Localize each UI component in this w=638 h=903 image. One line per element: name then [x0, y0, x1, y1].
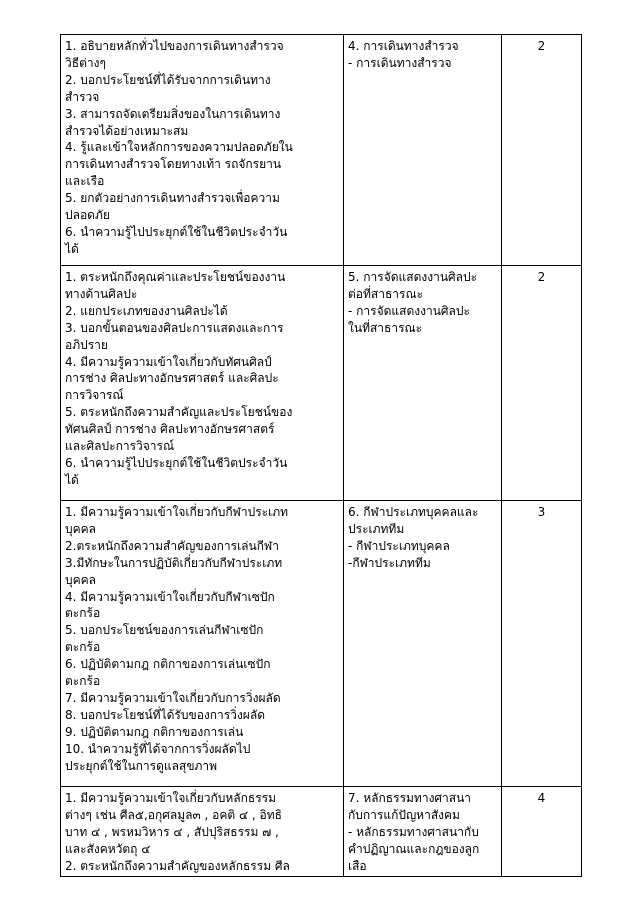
hours-cell [502, 501, 582, 787]
objective-line: 2. ตระหนักถึงความสำคัญของหลักธรรม ศีล [65, 858, 290, 873]
objective-line: 1. อธิบายหลักทั่วไปของการเดินทางสำรวจ [65, 39, 284, 53]
objective-line: ต่างๆ เช่น ศีล๕,อกุศลมูล๓ , อคติ ๔ , อิทธิ [65, 807, 282, 822]
topic-line: - หลักธรรมทางศาสนากับ [348, 824, 479, 839]
table-body [61, 35, 582, 877]
objective-line: การช่าง ศิลปะทางอักษรศาสตร์ และศิลปะ [65, 371, 279, 386]
objective-line: 4. มีความรู้ความเข้าใจเกี่ยวกับกีฬาเซปัก [65, 589, 275, 604]
objective-line: 9. ปฏิบัติตามกฎ กติกาของการเล่น [65, 724, 244, 739]
objective-line: 10. นำความรู้ที่ได้จากการวิ่งผลัดไป [65, 741, 251, 756]
topic-line: - การจัดแสดงงานศิลปะ [348, 303, 470, 318]
objective-line: 6. นำความรู้ไปประยุกต์ใช้ในชีวิตประจำวัน [65, 224, 288, 239]
hours-value: 3 [537, 505, 546, 519]
objective-line: บุคคล [65, 521, 97, 536]
objective-line: สำรวจ [65, 89, 100, 104]
objectives-cell [61, 501, 344, 787]
table-row [61, 266, 582, 501]
hours-value: 4 [537, 791, 546, 805]
objective-line: สำรวจได้อย่างเหมาะสม [65, 123, 189, 138]
objective-line: วิธีต่างๆ [65, 55, 106, 70]
objective-line: 1. ตระหนักถึงคุณค่าและประโยชน์ของงาน [65, 270, 286, 284]
objective-line: และเรือ [65, 174, 105, 189]
objective-line: 2. แยกประเภทของงานศิลปะได้ [65, 303, 228, 318]
objective-line: 3. บอกขั้นตอนของศิลปะการแสดงและการ [65, 320, 284, 335]
objective-line: 4. รู้และเข้าใจหลักการของความปลอดภัยใน [65, 140, 293, 155]
objective-line: 1. มีความรู้ความเข้าใจเกี่ยวกับหลักธรรม [65, 791, 277, 805]
objectives-cell [61, 787, 344, 877]
topic-cell [344, 266, 502, 501]
objective-line: 4. มีความรู้ความเข้าใจเกี่ยวกับทัศนศิลป์ [65, 354, 272, 369]
topic-line: - กีฬาประเภทบุคคล [348, 538, 450, 553]
objective-line: การเดินทางสำรวจโดยทางเท้า รถจักรยาน [65, 157, 282, 172]
table-row [61, 787, 582, 877]
objective-line: 2.ตระหนักถึงความสำคัญของการเล่นกีฬา [65, 538, 279, 553]
objective-line: 5. บอกประโยชน์ของการเล่นกีฬาเซปัก [65, 623, 264, 638]
topic-line: คำปฏิญาณและกฎของลูก [348, 841, 480, 856]
topic-line: - การเดินทางสำรวจ [348, 55, 452, 70]
topic-line: 6. กีฬาประเภทบุคคลและ [348, 505, 479, 519]
objective-line: 5. ตระหนักถึงความสำคัญและประโยชน์ของ [65, 405, 293, 420]
objective-line: อภิปราย [65, 337, 108, 352]
objective-line: 3.มีทักษะในการปฏิบัติเกี่ยวกับกีฬาประเภท [65, 555, 283, 570]
objective-line: ได้ [65, 472, 79, 487]
objective-line: 6. ปฏิบัติตามกฎ กติกาของการเล่นเซปัก [65, 657, 271, 672]
objective-line: 2. บอกประโยชน์ที่ได้รับจากการเดินทาง [65, 72, 271, 87]
topic-line: 7. หลักธรรมทางศาสนา [348, 791, 472, 805]
topic-line: กับการแก้ปัญหาสังคม [348, 807, 460, 822]
objective-line: ทางด้านศิลปะ [65, 286, 138, 301]
objective-line: และสังคหวัตถุ ๔ [65, 841, 151, 856]
hours-cell [502, 35, 582, 266]
objective-line: 6. นำความรู้ไปประยุกต์ใช้ในชีวิตประจำวัน [65, 455, 288, 470]
topic-line: เสือ [348, 858, 367, 873]
objective-line: 3. สามารถจัดเตรียมสิ่งของในการเดินทาง [65, 106, 281, 121]
table-row [61, 35, 582, 266]
objective-line: บาท ๔ , พรหมวิหาร ๔ , สัปปุริสธรรม ๗ , [65, 824, 279, 839]
topic-cell [344, 501, 502, 787]
objective-line: 8. บอกประโยชน์ที่ได้รับของการวิ่งผลัด [65, 707, 265, 722]
topic-line: ประเภททีม [348, 521, 405, 536]
objective-line: ปลอดภัย [65, 208, 110, 223]
objective-line: ตะกร้อ [65, 606, 101, 621]
topic-cell [344, 787, 502, 877]
curriculum-table [60, 34, 582, 877]
objective-line: ทัศนศิลป์ การช่าง ศิลปะทางอักษรศาสตร์ [65, 422, 275, 437]
topic-cell [344, 35, 502, 266]
topic-line: 4. การเดินทางสำรวจ [348, 39, 459, 53]
objective-line: ได้ [65, 241, 79, 256]
objective-line: ประยุกต์ใช้ในการดูแลสุขภาพ [65, 758, 218, 773]
hours-value: 2 [537, 270, 546, 284]
objective-line: บุคคล [65, 572, 97, 587]
document-page [60, 34, 581, 877]
objective-line: ตะกร้อ [65, 674, 101, 689]
objective-line: 7. มีความรู้ความเข้าใจเกี่ยวกับการวิ่งผลัด [65, 690, 281, 705]
topic-line: ต่อที่สาธารณะ [348, 286, 424, 301]
hours-value: 2 [537, 39, 546, 53]
objective-line: ตะกร้อ [65, 640, 101, 655]
objective-line: 5. ยกตัวอย่างการเดินทางสำรวจเพื่อความ [65, 191, 280, 206]
hours-cell [502, 266, 582, 501]
topic-line: -กีฬาประเภททีม [348, 555, 431, 570]
topic-line: ในที่สาธารณะ [348, 320, 423, 335]
table-row [61, 501, 582, 787]
objective-line: และศิลปะการวิจารณ์ [65, 439, 175, 454]
objective-line: 1. มีความรู้ความเข้าใจเกี่ยวกับกีฬาประเภท [65, 505, 289, 519]
objectives-cell [61, 266, 344, 501]
objective-line: การวิจารณ์ [65, 388, 124, 403]
topic-line: 5. การจัดแสดงงานศิลปะ [348, 270, 478, 284]
hours-cell [502, 787, 582, 877]
objectives-cell [61, 35, 344, 266]
